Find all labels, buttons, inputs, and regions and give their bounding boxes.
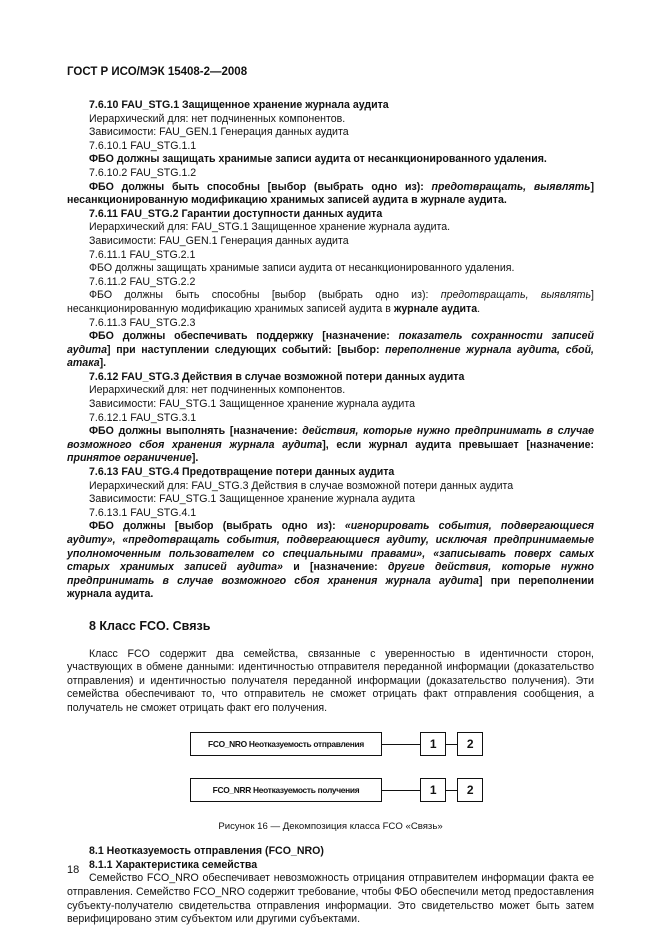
decomposition-diagram [67, 726, 594, 814]
section-8-title: 8 Класс FCO. Связь [89, 618, 211, 633]
element-text-part: ] при наступлении следующих событий: [выбор: [106, 343, 386, 356]
element-text-7-6-10-2 [67, 181, 594, 208]
element-text-part: ] несанкционированную модификацию хранимых записей аудита в [67, 289, 594, 315]
element-text-part: ]. [191, 452, 199, 465]
element-text-part: ФБО должны быть способны [выбор (выбрать одно из): [89, 180, 432, 193]
element-text-part: ФБО должны выполнять [назначение: [89, 425, 303, 438]
element-text-part: ]. [99, 357, 107, 370]
element-text-part: ФБО должны [выбор (выбрать одно из): [89, 520, 345, 533]
heading-8-1-1: 8.1.1 Характеристика семейства [89, 858, 258, 871]
connector-line [446, 744, 457, 745]
figure-caption: Рисунок 16 — Декомпозиция класса FCO «Связь» [218, 820, 443, 832]
dependencies-7-6-12: Зависимости: FAU_STG.1 Защищенное хранение журнала аудита [89, 398, 415, 411]
element-text-part: ФБО должны быть способны [выбор (выбрать одно из): [89, 289, 441, 302]
element-id-7-6-11-3: 7.6.11.3 FAU_STG.2.3 [89, 316, 196, 329]
element-text-part: . [477, 302, 481, 315]
paragraph-8-1-1: Семейство FCO_NRO обеспечивает невозможность отрицания отправителем информации факта ее отправления. Семейство FCO_NRO содержит требование, чтобы ФБО обеспечили метод предоставления субъекту-получателю свидетельства отправления информации. Это свидетельство может быть затем верифицировано этим субъектом или другими субъектами. [67, 872, 594, 926]
element-text-part: ] при переполнении журнала аудита. [67, 574, 595, 601]
hierarchy-7-6-10: Иерархический для: нет подчиненных компонентов. [89, 112, 346, 125]
heading-8-1: 8.1 Неотказуемость отправления (FCO_NRO) [89, 845, 324, 858]
component-box-fco-nrr: FCO_NRR Неотказуемость получения [190, 778, 382, 802]
element-text-part: журнале аудита [393, 302, 478, 315]
connector-line [382, 744, 420, 745]
component-box-fco-nro: FCO_NRO Неотказуемость отправления [190, 732, 382, 756]
element-text-part: переполнение журнала аудита, сбой, атака [67, 343, 594, 370]
page-content [67, 99, 594, 927]
element-text-part: ], если журнал аудита превышает [назначение: [322, 438, 595, 451]
hierarchy-7-6-12: Иерархический для: нет подчиненных компонентов. [89, 384, 346, 397]
heading-7-6-12: 7.6.12 FAU_STG.3 Действия в случае возможной потери данных аудита [89, 370, 465, 383]
element-text-7-6-13-1 [67, 520, 594, 602]
dependencies-7-6-10: Зависимости: FAU_GEN.1 Генерация данных аудита [89, 126, 349, 139]
element-id-7-6-11-1: 7.6.11.1 FAU_STG.2.1 [89, 248, 196, 261]
element-id-7-6-11-2: 7.6.11.2 FAU_STG.2.2 [89, 275, 196, 288]
level-box-2: 2 [457, 778, 483, 802]
element-id-7-6-12-1: 7.6.12.1 FAU_STG.3.1 [89, 411, 197, 424]
heading-7-6-10: 7.6.10 FAU_STG.1 Защищенное хранение журнала аудита [89, 99, 389, 111]
element-text-7-6-12-1 [67, 425, 594, 466]
page-header: ГОСТ Р ИСО/МЭК 15408-2—2008 [67, 66, 248, 78]
element-text-part: предотвращать, выявлять [440, 289, 592, 302]
element-text-part: принятое ограничение [67, 452, 192, 465]
section-8-intro: Класс FCO содержит два семейства, связанные с уверенностью в идентичности сторон, участвующих в обмене данными: идентичностью отправителя переданной информации (доказательство отправления) и идентичностью получателя переданной информации (доказательство получения). Эти семейства обеспечивают то, что отправитель не сможет отрицать факт отправления сообщения, а получатель не сможет отрицать факт его получения. [67, 647, 594, 714]
element-text-part: предотвращать, выявлять [431, 180, 591, 193]
hierarchy-7-6-13: Иерархический для: FAU_STG.3 Действия в случае возможной потери данных аудита [89, 479, 514, 492]
hierarchy-7-6-11: Иерархический для: FAU_STG.1 Защищенное хранение журнала аудита. [89, 221, 451, 234]
element-text-part: другие действия, которые нужно предпринимать в случае возможного сбоя хранения журнала аудита [67, 561, 594, 587]
element-text-part: действия, которые нужно предпринимать в случае возможного сбоя хранения журнала аудита [67, 425, 594, 451]
connector-line [382, 790, 420, 791]
element-text-part: «игнорировать события, подвергающиеся аудиту», «предотвращать события, подвергающиеся аудиту, исключая предпринимаемые уполномоченным пользователем со специальными правами», «записывать поверх самых старых хранимых записей аудита» [67, 520, 594, 574]
level-box-1: 1 [420, 778, 446, 802]
element-text-part: ФБО должны обеспечивать поддержку [назначение: [89, 330, 399, 343]
element-text-part: ] несанкционированную модификацию хранимых записей аудита в журнале аудита. [67, 180, 594, 207]
heading-7-6-13: 7.6.13 FAU_STG.4 Предотвращение потери данных аудита [89, 466, 395, 479]
element-text-7-6-11-1: ФБО должны защищать хранимые записи аудита от несанкционированного удаления. [89, 262, 515, 275]
element-id-7-6-13-1: 7.6.13.1 FAU_STG.4.1 [89, 506, 197, 519]
heading-7-6-11: 7.6.11 FAU_STG.2 Гарантии доступности данных аудита [89, 207, 383, 220]
page-number: 18 [67, 864, 80, 876]
dependencies-7-6-11: Зависимости: FAU_GEN.1 Генерация данных аудита [89, 234, 349, 247]
level-box-2: 2 [457, 732, 483, 756]
element-text-part: показатель сохранности записей аудита [67, 330, 594, 356]
element-id-7-6-10-2: 7.6.10.2 FAU_STG.1.2 [89, 166, 197, 179]
element-text-7-6-11-2 [67, 289, 594, 316]
connector-line [446, 790, 457, 791]
element-text-7-6-10-1: ФБО должны защищать хранимые записи аудита от несанкционированного удаления. [89, 153, 547, 166]
element-id-7-6-10-1: 7.6.10.1 FAU_STG.1.1 [89, 139, 197, 152]
element-text-part: и [назначение: [282, 561, 388, 574]
dependencies-7-6-13: Зависимости: FAU_STG.1 Защищенное хранение журнала аудита [89, 493, 415, 506]
level-box-1: 1 [420, 732, 446, 756]
element-text-7-6-11-3 [67, 330, 594, 371]
